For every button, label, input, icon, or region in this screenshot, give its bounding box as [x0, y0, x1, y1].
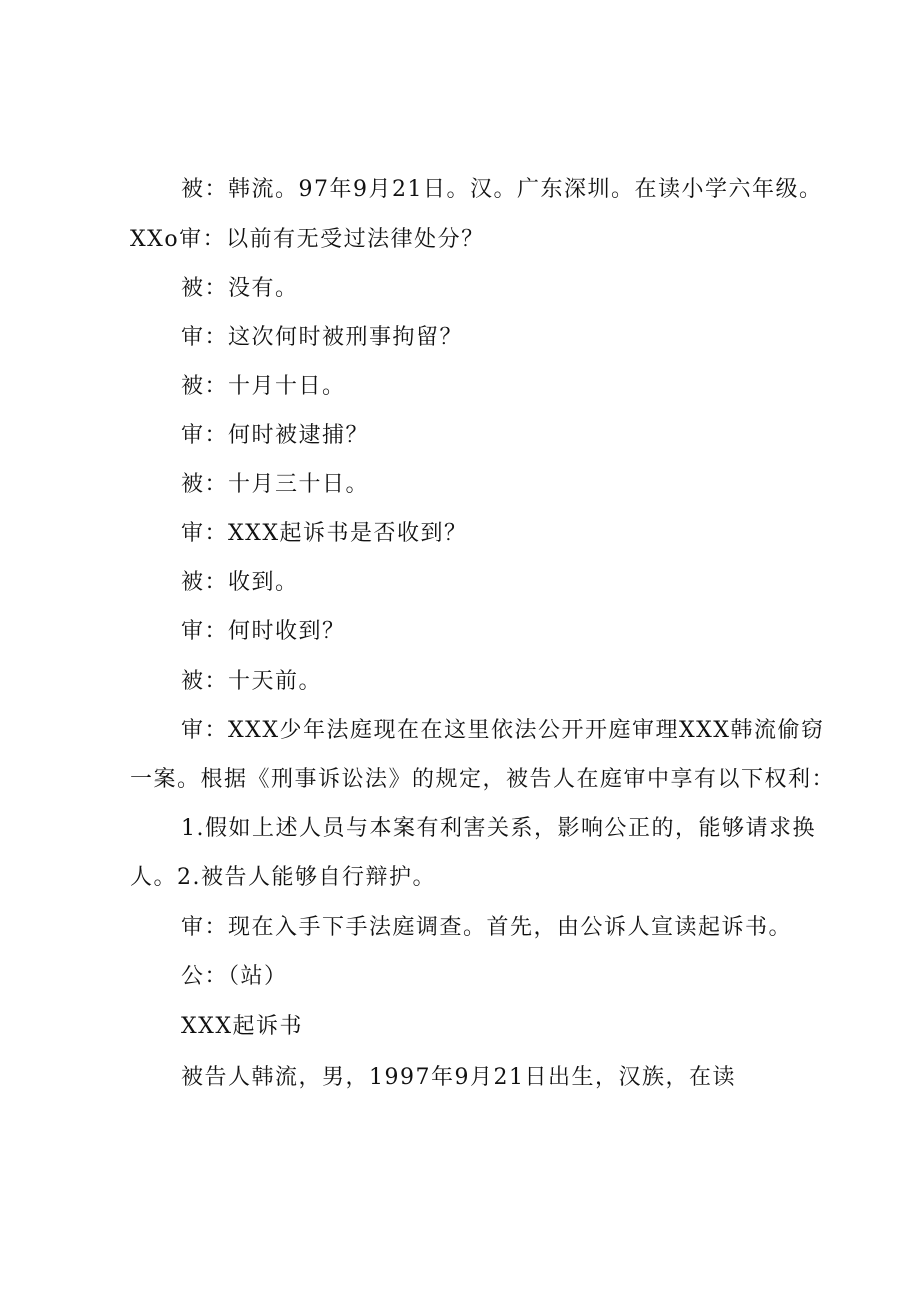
text-line: 被告人韩流，男，1997年9月21日出生，汉族，在读	[181, 1065, 736, 1090]
text-line: 被：韩流。97年9月21日。汉。广东深圳。在读小学六年级。	[181, 177, 823, 202]
text-line: 被：收到。	[181, 570, 299, 595]
text-line: 被：十月三十日。	[181, 472, 370, 497]
text-line: 审：XXX起诉书是否收到？	[181, 521, 468, 546]
text-line: 审：何时被逮捕？	[181, 423, 370, 448]
text-line: 被：十天前。	[181, 669, 323, 694]
text-line: 一案。根据《刑事诉讼法》的规定，被告人在庭审中享有以下权利：	[130, 767, 836, 792]
text-line: 审：这次何时被刑事拘留？	[181, 325, 464, 350]
text-line: 公：（站）	[181, 964, 288, 989]
text-line: XXo审：以前有无受过法律处分？	[130, 227, 485, 252]
text-line: XXX起诉书	[181, 1014, 303, 1039]
text-line: 被：十月十日。	[181, 374, 346, 399]
text-line: 审：XXX少年法庭现在在这里依法公开开庭审理XXX韩流偷窃	[181, 718, 825, 743]
text-line: 1.假如上述人员与本案有利害关系，影响公正的，能够请求换	[181, 816, 816, 841]
text-line: 审：现在入手下手法庭调查。首先，由公诉人宣读起诉书。	[181, 915, 793, 940]
text-line: 被：没有。	[181, 276, 299, 301]
text-line: 审：何时收到？	[181, 619, 346, 644]
text-line: 人。2.被告人能够自行辩护。	[130, 865, 436, 890]
